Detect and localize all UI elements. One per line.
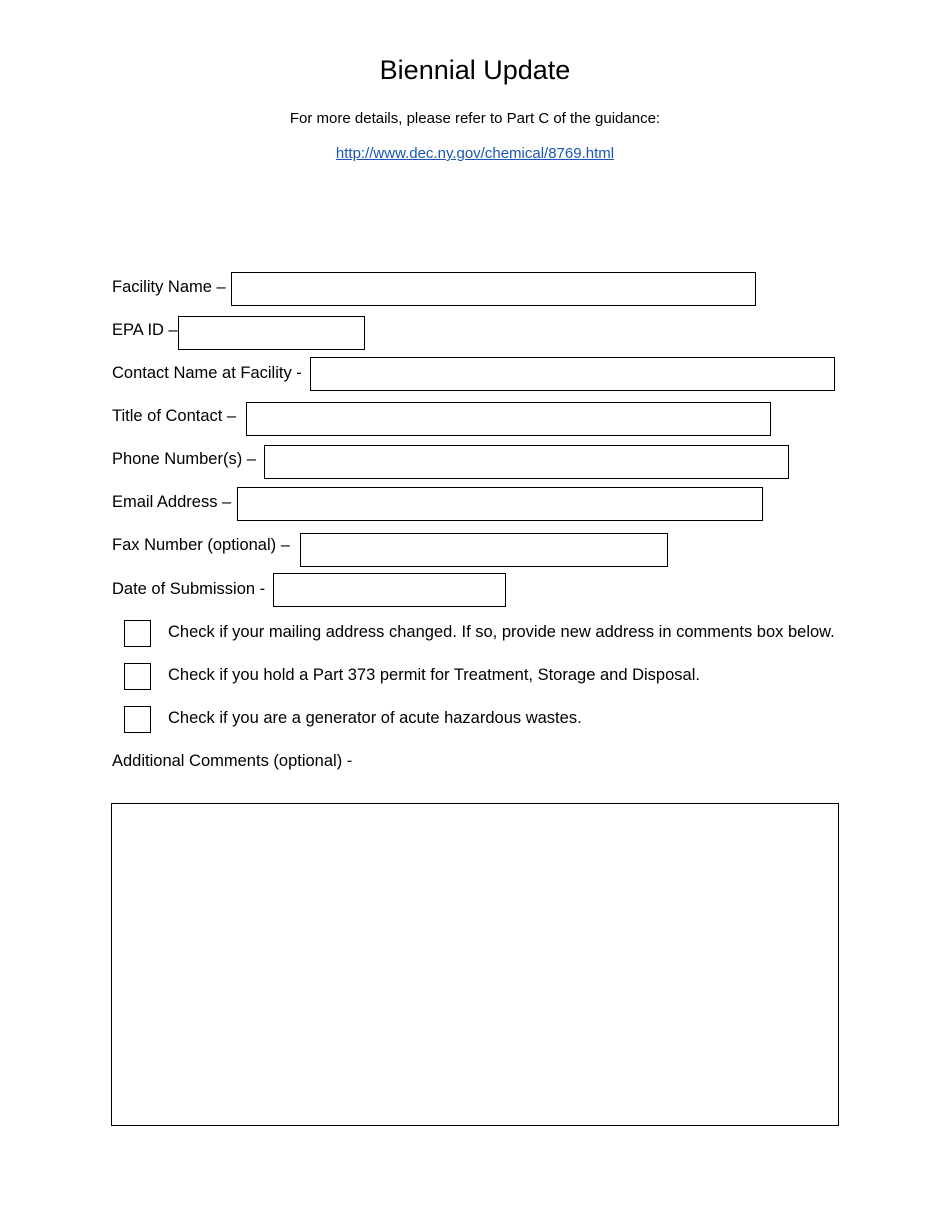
address-changed-checkbox[interactable]: [124, 620, 151, 647]
fax-field[interactable]: [300, 533, 668, 567]
contact-name-field[interactable]: [310, 357, 835, 391]
guidance-link[interactable]: http://www.dec.ny.gov/chemical/8769.html: [335, 145, 615, 162]
comments-textarea[interactable]: [111, 803, 839, 1126]
phone-field[interactable]: [264, 445, 789, 479]
part373-permit-label: Check if you hold a Part 373 permit for Treatment, Storage and Disposal.: [168, 666, 700, 684]
acute-generator-checkbox[interactable]: [124, 706, 151, 733]
page-title: Biennial Update: [379, 55, 571, 85]
facility-name-label: Facility Name –: [112, 278, 226, 296]
contact-title-field[interactable]: [246, 402, 771, 436]
part373-permit-checkbox[interactable]: [124, 663, 151, 690]
phone-label: Phone Number(s) –: [112, 450, 256, 468]
submission-date-label: Date of Submission -: [112, 580, 266, 598]
comments-label: Additional Comments (optional) -: [112, 752, 353, 770]
epa-id-field[interactable]: [178, 316, 365, 350]
epa-id-label: EPA ID –: [112, 321, 178, 339]
email-label: Email Address –: [112, 493, 232, 511]
guidance-note: For more details, please refer to Part C of the guidance:: [289, 110, 661, 127]
address-changed-label: Check if your mailing address changed. If so, provide new address in comments box below.: [168, 623, 835, 641]
facility-name-field[interactable]: [231, 272, 756, 306]
contact-title-label: Title of Contact –: [112, 407, 237, 425]
contact-name-label: Contact Name at Facility -: [112, 364, 302, 382]
fax-label: Fax Number (optional) –: [112, 536, 290, 554]
guidance-link-wrapper: [0, 145, 950, 162]
acute-generator-label: Check if you are a generator of acute hazardous wastes.: [168, 709, 582, 727]
submission-date-field[interactable]: [273, 573, 506, 607]
email-field[interactable]: [237, 487, 763, 521]
